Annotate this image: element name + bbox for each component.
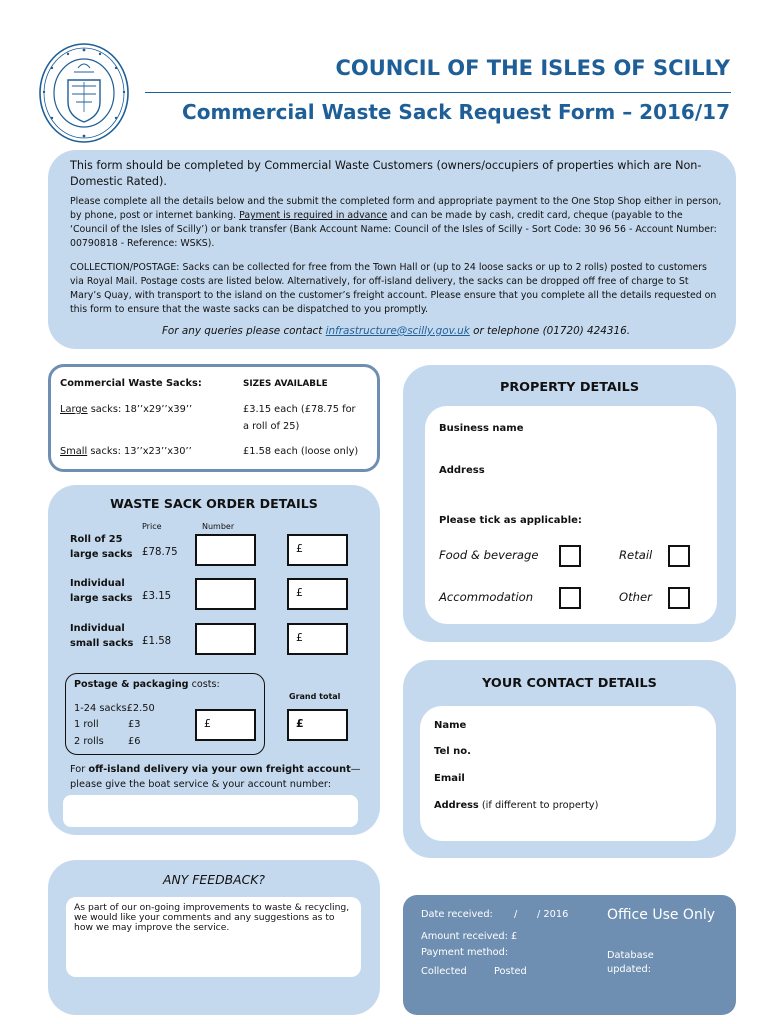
other-checkbox[interactable] — [668, 587, 690, 609]
price-header: Price — [142, 522, 162, 531]
date-received-label: Date received: — [421, 909, 493, 920]
small-sack-size — [60, 444, 192, 460]
intro-panel — [48, 150, 736, 349]
sizes-available-heading: SIZES AVAILABLE — [243, 379, 328, 389]
contact-email-link[interactable]: infrastructure@scilly.gov.uk — [325, 325, 470, 337]
row1-label-2: large sacks — [70, 549, 133, 560]
option-retail: Retail — [619, 548, 653, 562]
option-accommodation: Accommodation — [439, 590, 534, 604]
payment-method-label: Payment method: — [421, 947, 509, 958]
postage-bold: Postage & packaging — [74, 679, 189, 690]
grand-total-label: Grand total — [289, 692, 341, 701]
row2-number-field[interactable] — [195, 578, 256, 610]
row3-price: £1.58 — [142, 636, 172, 647]
postage-line-3-price: £6 — [128, 736, 141, 747]
row1-label-1: Roll of 25 — [70, 534, 123, 545]
sacks-col-heading: Commercial Waste Sacks: — [60, 378, 202, 389]
large-sack-price-2: a roll of 25) — [243, 421, 300, 432]
row1-number-field[interactable] — [195, 534, 256, 566]
accommodation-checkbox[interactable] — [559, 587, 581, 609]
offisland-dash: — — [350, 764, 361, 775]
grand-total-field[interactable]: £ — [287, 709, 348, 741]
large-sack-price-1: £3.15 each (£78.75 for — [243, 404, 356, 415]
large-sack-size — [60, 402, 192, 418]
row2-label-1: Individual — [70, 578, 125, 589]
contact-address-bold: Address — [434, 800, 479, 811]
property-title: PROPERTY DETAILS — [499, 380, 640, 395]
header-divider — [145, 92, 731, 93]
row2-price: £3.15 — [142, 591, 172, 602]
postage-total-field[interactable]: £ — [195, 709, 256, 741]
postage-line-1 — [74, 703, 155, 714]
form-title: Commercial Waste Sack Request Form – 2016/17 — [182, 100, 730, 124]
contact-title: YOUR CONTACT DETAILS — [482, 676, 657, 691]
small-word: Small — [60, 446, 88, 457]
intro-collection-paragraph: COLLECTION/POSTAGE: Sacks can be collected for free from the Town Hall or (up to 24 loose sacks or up to 2 rolls) posted to customers via Royal Mail. Postage costs are listed below. Alternatively, for off-island delivery, the sacks can be dropped off free of charge to St Mary’s Quay, with transport to the island on the customer’s freight account. Please ensure that you complete all the details requested on this form to ensure that the waste sacks can be dispatched to you promptly. — [70, 262, 717, 315]
postage-heading — [74, 679, 220, 690]
feedback-text: As part of our on-going improvements to waste & recycling, we would like your comments and any suggestions as to how we may improve the service. — [74, 902, 350, 933]
row2-total-field[interactable]: £ — [287, 578, 348, 610]
postage-1-label: 1-24 sacks — [74, 703, 127, 714]
option-other: Other — [619, 590, 652, 604]
row3-number-field[interactable] — [195, 623, 256, 655]
posted-label: Posted — [494, 966, 527, 977]
row3-label-2: small sacks — [70, 638, 134, 649]
amount-received-label: Amount received: £ — [421, 931, 518, 942]
feedback-title: ANY FEEDBACK? — [163, 872, 265, 887]
business-name-label: Business name — [439, 423, 524, 434]
date-year: / 2016 — [537, 909, 569, 920]
postage-costs: costs: — [188, 679, 220, 690]
order-title: WASTE SACK ORDER DETAILS — [110, 496, 318, 511]
office-use-title: Office Use Only — [607, 907, 715, 923]
offisland-line-2: please give the boat service & your account number: — [70, 779, 332, 790]
queries-phone: or telephone (01720) 424316. — [469, 325, 631, 337]
postage-1-price: £2.50 — [126, 703, 155, 714]
postage-line-2-price: £3 — [128, 719, 141, 730]
intro-p1-text: Please complete all the details below and the submit the completed form and appropriate payment to the One Stop Shop either in person, by phone, post or internet banking. — [70, 196, 722, 221]
contact-address-label — [434, 800, 598, 811]
option-food-beverage: Food & beverage — [439, 548, 539, 562]
postage-line-2-label: 1 roll — [74, 719, 99, 730]
small-dimensions: sacks: 13’’x23’’x30’’ — [87, 446, 192, 457]
intro-lead: This form should be completed by Commercial Waste Customers (owners/occupiers of properties which are Non-Domestic Rated). — [70, 159, 702, 188]
offisland-bold: off-island delivery via your own freight account — [88, 764, 351, 775]
row1-price: £78.75 — [142, 547, 178, 558]
large-dimensions: sacks: 18’’x29’’x39’’ — [87, 404, 193, 415]
tick-label: Please tick as applicable: — [439, 515, 582, 526]
property-address-label: Address — [439, 465, 485, 476]
food-beverage-checkbox[interactable] — [559, 545, 581, 567]
contact-address-note: (if different to property) — [478, 800, 599, 811]
date-slash: / — [514, 909, 518, 920]
postage-line-3-label: 2 rolls — [74, 736, 104, 747]
large-word: Large — [60, 404, 88, 415]
database-label-1: Database — [607, 950, 654, 961]
intro-payment-paragraph — [70, 195, 722, 251]
organization-title: COUNCIL OF THE ISLES OF SCILLY — [335, 56, 730, 80]
small-sack-price: £1.58 each (loose only) — [243, 446, 359, 457]
row2-label-2: large sacks — [70, 593, 133, 604]
freight-account-field[interactable] — [63, 795, 358, 827]
row1-total-field[interactable]: £ — [287, 534, 348, 566]
database-label-2: updated: — [607, 964, 652, 975]
payment-in-advance: Payment is required in advance — [239, 210, 388, 221]
contact-email-label: Email — [434, 773, 465, 784]
contact-name-label: Name — [434, 720, 467, 731]
intro-p1-rest: and can be made by cash, credit card, cheque (payable to the ‘Council of the Isles of Scilly’) or bank transfer (Bank Account Name: Council of the Isles of Scilly - Sort Code: 30 96 56 - Account Number: 00790818 - Reference: WSKS). — [70, 210, 717, 249]
retail-checkbox[interactable] — [668, 545, 690, 567]
row3-total-field[interactable]: £ — [287, 623, 348, 655]
queries-text: For any queries please contact — [161, 325, 326, 337]
queries-line — [70, 324, 722, 338]
row3-label-1: Individual — [70, 623, 125, 634]
collected-label: Collected — [421, 966, 467, 977]
offisland-line-1 — [70, 764, 361, 775]
contact-tel-label: Tel no. — [434, 746, 471, 757]
number-header: Number — [202, 522, 235, 531]
offisland-for: For — [70, 764, 89, 775]
